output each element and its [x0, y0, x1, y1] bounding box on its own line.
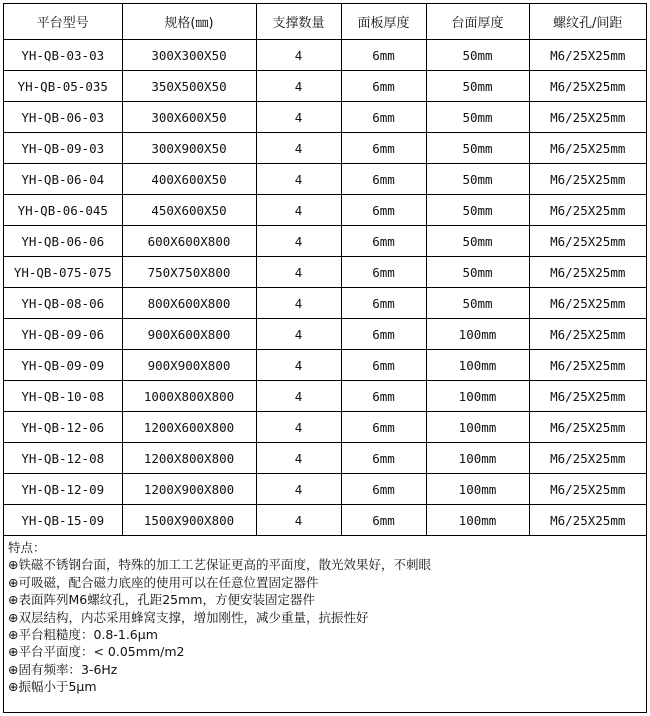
circle-plus-icon: ⊕	[8, 609, 19, 625]
cell-model: YH-QB-12-08	[4, 443, 122, 474]
cell-thread-hole: M6/25X25mm	[529, 505, 646, 536]
cell-panel-thickness: 6mm	[341, 505, 426, 536]
header-size: 规格(㎜)	[122, 4, 256, 40]
cell-thread-hole: M6/25X25mm	[529, 226, 646, 257]
cell-panel-thickness: 6mm	[341, 381, 426, 412]
cell-supports: 4	[256, 71, 341, 102]
table-row	[4, 226, 646, 257]
cell-supports: 4	[256, 474, 341, 505]
circle-plus-icon: ⊕	[8, 557, 19, 573]
cell-thread-hole: M6/25X25mm	[529, 71, 646, 102]
cell-size: 1200X900X800	[122, 474, 256, 505]
cell-size: 1000X800X800	[122, 381, 256, 412]
cell-panel-thickness: 6mm	[341, 474, 426, 505]
cell-model: YH-QB-15-09	[4, 505, 122, 536]
cell-top-thickness: 100mm	[426, 350, 529, 381]
cell-top-thickness: 100mm	[426, 505, 529, 536]
feature-item	[8, 626, 642, 643]
cell-supports: 4	[256, 319, 341, 350]
table-row	[4, 102, 646, 133]
cell-model: YH-QB-06-03	[4, 102, 122, 133]
features-section	[4, 536, 646, 699]
cell-panel-thickness: 6mm	[341, 40, 426, 71]
feature-text: 双层结构，内芯采用蜂窝支撑，增加刚性，减少重量，抗振性好	[18, 609, 369, 625]
table-row	[4, 40, 646, 71]
table-row	[4, 443, 646, 474]
feature-text: 振幅小于5μm	[18, 679, 97, 695]
cell-size: 300X900X50	[122, 133, 256, 164]
table-row	[4, 195, 646, 226]
cell-model: YH-QB-12-09	[4, 474, 122, 505]
cell-top-thickness: 50mm	[426, 102, 529, 133]
cell-thread-hole: M6/25X25mm	[529, 319, 646, 350]
table-row	[4, 505, 646, 536]
cell-top-thickness: 100mm	[426, 381, 529, 412]
cell-size: 400X600X50	[122, 164, 256, 195]
cell-model: YH-QB-09-09	[4, 350, 122, 381]
cell-size: 900X600X800	[122, 319, 256, 350]
header-thread-hole: 螺纹孔/间距	[529, 4, 646, 40]
feature-item	[8, 661, 642, 678]
cell-panel-thickness: 6mm	[341, 133, 426, 164]
cell-top-thickness: 100mm	[426, 319, 529, 350]
cell-panel-thickness: 6mm	[341, 226, 426, 257]
table-row	[4, 412, 646, 443]
circle-plus-icon: ⊕	[8, 644, 19, 660]
cell-size: 600X600X800	[122, 226, 256, 257]
table-row	[4, 350, 646, 381]
cell-thread-hole: M6/25X25mm	[529, 288, 646, 319]
cell-top-thickness: 50mm	[426, 257, 529, 288]
feature-item	[8, 591, 642, 608]
header-top-thickness: 台面厚度	[426, 4, 529, 40]
feature-item	[8, 609, 642, 626]
cell-size: 1200X600X800	[122, 412, 256, 443]
cell-panel-thickness: 6mm	[341, 164, 426, 195]
cell-top-thickness: 100mm	[426, 412, 529, 443]
feature-item	[8, 643, 642, 660]
features-list	[8, 556, 642, 695]
feature-text: 固有频率：3-6Hz	[18, 661, 118, 677]
cell-model: YH-QB-09-06	[4, 319, 122, 350]
cell-supports: 4	[256, 195, 341, 226]
cell-supports: 4	[256, 40, 341, 71]
cell-top-thickness: 50mm	[426, 195, 529, 226]
cell-supports: 4	[256, 350, 341, 381]
circle-plus-icon: ⊕	[8, 574, 19, 590]
cell-panel-thickness: 6mm	[341, 195, 426, 226]
feature-text: 平台平面度：< 0.05mm/m2	[18, 644, 185, 660]
feature-text: 铁磁不锈钢台面，特殊的加工工艺保证更高的平面度，散光效果好，不刺眼	[18, 557, 431, 573]
cell-model: YH-QB-12-06	[4, 412, 122, 443]
cell-size: 900X900X800	[122, 350, 256, 381]
cell-size: 750X750X800	[122, 257, 256, 288]
cell-size: 300X600X50	[122, 102, 256, 133]
cell-top-thickness: 50mm	[426, 133, 529, 164]
header-panel-thickness: 面板厚度	[341, 4, 426, 40]
cell-supports: 4	[256, 102, 341, 133]
circle-plus-icon: ⊕	[8, 592, 19, 608]
table-row	[4, 133, 646, 164]
cell-thread-hole: M6/25X25mm	[529, 412, 646, 443]
header-model: 平台型号	[4, 4, 122, 40]
cell-panel-thickness: 6mm	[341, 288, 426, 319]
cell-size: 350X500X50	[122, 71, 256, 102]
cell-supports: 4	[256, 381, 341, 412]
cell-panel-thickness: 6mm	[341, 257, 426, 288]
cell-size: 450X600X50	[122, 195, 256, 226]
cell-model: YH-QB-05-035	[4, 71, 122, 102]
cell-size: 1500X900X800	[122, 505, 256, 536]
cell-size: 800X600X800	[122, 288, 256, 319]
cell-panel-thickness: 6mm	[341, 102, 426, 133]
circle-plus-icon: ⊕	[8, 661, 19, 677]
cell-supports: 4	[256, 164, 341, 195]
table-body	[4, 40, 646, 536]
cell-model: YH-QB-06-045	[4, 195, 122, 226]
cell-supports: 4	[256, 412, 341, 443]
cell-top-thickness: 100mm	[426, 474, 529, 505]
cell-thread-hole: M6/25X25mm	[529, 443, 646, 474]
table-row	[4, 381, 646, 412]
cell-supports: 4	[256, 257, 341, 288]
cell-thread-hole: M6/25X25mm	[529, 257, 646, 288]
cell-panel-thickness: 6mm	[341, 350, 426, 381]
cell-supports: 4	[256, 288, 341, 319]
features-title: 特点：	[8, 540, 46, 555]
cell-top-thickness: 100mm	[426, 443, 529, 474]
circle-plus-icon: ⊕	[8, 679, 19, 695]
cell-top-thickness: 50mm	[426, 164, 529, 195]
cell-panel-thickness: 6mm	[341, 412, 426, 443]
feature-item	[8, 678, 642, 695]
feature-item	[8, 556, 642, 573]
table-row	[4, 257, 646, 288]
cell-supports: 4	[256, 226, 341, 257]
cell-panel-thickness: 6mm	[341, 71, 426, 102]
table-row	[4, 288, 646, 319]
cell-top-thickness: 50mm	[426, 288, 529, 319]
cell-size: 300X300X50	[122, 40, 256, 71]
cell-thread-hole: M6/25X25mm	[529, 474, 646, 505]
cell-thread-hole: M6/25X25mm	[529, 195, 646, 226]
feature-text: 可吸磁，配合磁力底座的使用可以在任意位置固定器件	[18, 574, 319, 590]
cell-supports: 4	[256, 133, 341, 164]
table-row	[4, 319, 646, 350]
cell-size: 1200X800X800	[122, 443, 256, 474]
cell-model: YH-QB-06-06	[4, 226, 122, 257]
spec-table	[4, 4, 646, 536]
cell-model: YH-QB-03-03	[4, 40, 122, 71]
cell-thread-hole: M6/25X25mm	[529, 381, 646, 412]
cell-top-thickness: 50mm	[426, 71, 529, 102]
cell-model: YH-QB-075-075	[4, 257, 122, 288]
table-row	[4, 164, 646, 195]
table-row	[4, 474, 646, 505]
cell-thread-hole: M6/25X25mm	[529, 102, 646, 133]
cell-top-thickness: 50mm	[426, 40, 529, 71]
header-supports: 支撑数量	[256, 4, 341, 40]
cell-model: YH-QB-06-04	[4, 164, 122, 195]
cell-model: YH-QB-09-03	[4, 133, 122, 164]
cell-model: YH-QB-10-08	[4, 381, 122, 412]
circle-plus-icon: ⊕	[8, 627, 19, 643]
cell-thread-hole: M6/25X25mm	[529, 133, 646, 164]
table-header-row	[4, 4, 646, 40]
cell-model: YH-QB-08-06	[4, 288, 122, 319]
cell-panel-thickness: 6mm	[341, 319, 426, 350]
feature-text: 平台粗糙度：0.8-1.6μm	[18, 627, 158, 643]
cell-supports: 4	[256, 505, 341, 536]
cell-panel-thickness: 6mm	[341, 443, 426, 474]
cell-thread-hole: M6/25X25mm	[529, 40, 646, 71]
table-row	[4, 71, 646, 102]
feature-text: 表面阵列M6螺纹孔，孔距25mm，方便安装固定器件	[18, 592, 315, 608]
feature-item	[8, 574, 642, 591]
cell-supports: 4	[256, 443, 341, 474]
spec-sheet	[3, 3, 647, 713]
cell-thread-hole: M6/25X25mm	[529, 350, 646, 381]
cell-thread-hole: M6/25X25mm	[529, 164, 646, 195]
cell-top-thickness: 50mm	[426, 226, 529, 257]
